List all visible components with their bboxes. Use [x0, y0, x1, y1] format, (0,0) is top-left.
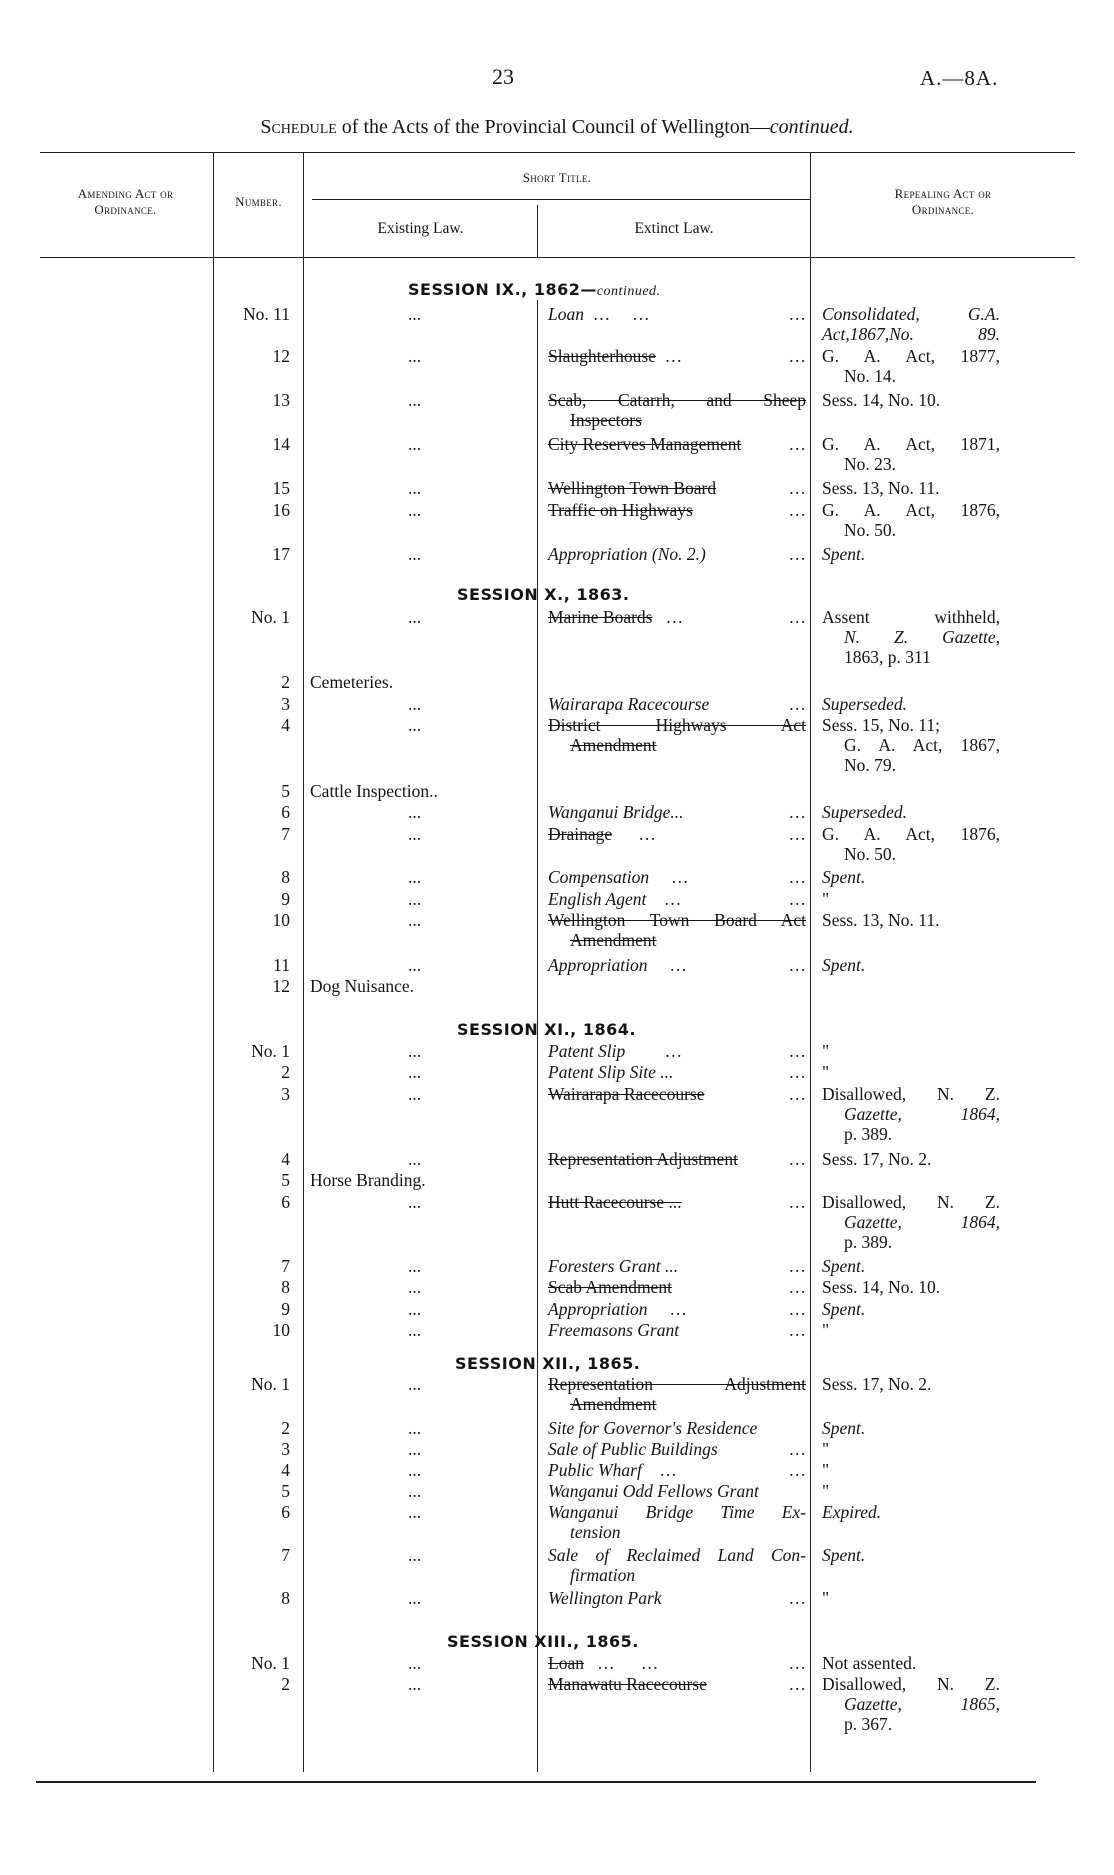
ellipsis: ...: [408, 1502, 422, 1522]
act-number: 4: [281, 1149, 290, 1169]
page-number: 23: [492, 64, 514, 89]
repealing-act: Sess. 14, No. 10.: [822, 1277, 941, 1297]
repealing-act: Assent withheld, N. Z. Gazette, 1863, p. 311: [822, 607, 1000, 667]
repealing-act: Sess. 13, No. 11.: [822, 910, 940, 930]
ellipsis: ...: [408, 867, 422, 887]
repealing-act: ": [822, 1320, 830, 1340]
ellipsis: ...: [408, 1277, 422, 1297]
ellipsis: ...: [408, 1418, 422, 1438]
act-number: 7: [281, 824, 290, 844]
repealing-act: Consolidated, G.A. Act,1867,No. 89.: [822, 304, 1000, 344]
repealing-act: Spent.: [822, 1418, 866, 1438]
extinct-law: Patent Slip … …: [548, 1041, 806, 1061]
act-number: 13: [272, 390, 290, 410]
act-number: 2: [281, 1062, 290, 1082]
ellipsis: ...: [408, 1588, 422, 1608]
act-number: 2: [281, 672, 290, 692]
ellipsis: ...: [408, 1481, 422, 1501]
act-number: 9: [281, 1299, 290, 1319]
repealing-act: ": [822, 1041, 830, 1061]
repealing-act: ": [822, 1439, 830, 1459]
act-number: 8: [281, 1588, 290, 1608]
ellipsis: ...: [408, 1299, 422, 1319]
repealing-act: G. A. Act, 1871, No. 23.: [822, 434, 1000, 474]
repealing-act: ": [822, 1588, 830, 1608]
extinct-law: Wanganui Odd Fellows Grant: [548, 1481, 759, 1501]
act-number: 10: [272, 1320, 290, 1340]
ellipsis: ...: [408, 715, 422, 735]
extinct-law: Wellington Town Board …: [548, 478, 806, 498]
header-existing-law: Existing Law.: [377, 220, 464, 237]
table-bottom-rule: [36, 1781, 1036, 1783]
act-number: 2: [281, 1418, 290, 1438]
header-bottom-rule: [40, 257, 1075, 258]
extinct-law: Wellington Park …: [548, 1588, 806, 1608]
extinct-law: Freemasons Grant …: [548, 1320, 806, 1340]
act-number: 8: [281, 1277, 290, 1297]
extinct-law: Representation Adjustment …: [548, 1149, 806, 1169]
session-heading: SESSION XIII., 1865.: [447, 1632, 639, 1651]
ellipsis: ...: [408, 889, 422, 909]
ellipsis: ...: [408, 544, 422, 564]
repealing-act: G. A. Act, 1876, No. 50.: [822, 500, 1000, 540]
repealing-act: Not assented.: [822, 1653, 917, 1673]
schedule-title: [0, 116, 1114, 139]
act-number: No. 1: [251, 1374, 290, 1394]
act-number: 4: [281, 1460, 290, 1480]
ellipsis: ...: [408, 1084, 422, 1104]
extinct-law: Appropriation … …: [548, 1299, 806, 1319]
act-number: No. 1: [251, 1041, 290, 1061]
extinct-law: Site for Governor's Residence: [548, 1418, 758, 1438]
act-number: 7: [281, 1256, 290, 1276]
repealing-act: Sess. 17, No. 2.: [822, 1149, 932, 1169]
extinct-law: Foresters Grant ... …: [548, 1256, 806, 1276]
extinct-law: Patent Slip Site ... …: [548, 1062, 806, 1082]
header-short-title: Short Title.: [522, 170, 592, 185]
ellipsis: ...: [408, 346, 422, 366]
extinct-law: District Highways Act Amendment: [548, 715, 806, 755]
extinct-law: Scab, Catarrh, and Sheep Inspectors: [548, 390, 806, 430]
header-amending: Amending Act or Ordinance.: [77, 186, 174, 217]
act-number: 5: [281, 781, 290, 801]
ellipsis: ...: [408, 607, 422, 627]
repealing-act: Sess. 17, No. 2.: [822, 1374, 932, 1394]
extinct-law: Loan … … …: [548, 304, 806, 324]
extinct-law: English Agent … …: [548, 889, 806, 909]
ellipsis: ...: [408, 1062, 422, 1082]
act-number: 10: [272, 910, 290, 930]
act-number: 3: [281, 1439, 290, 1459]
header-repealing: Repealing Act or Ordinance.: [894, 186, 992, 217]
repealing-act: Sess. 13, No. 11.: [822, 478, 940, 498]
act-number: 8: [281, 867, 290, 887]
repealing-act: ": [822, 1062, 830, 1082]
extinct-law: Sale of Reclaimed Land Con- firmation: [548, 1545, 806, 1585]
extinct-law: Wellington Town Board Act Amendment: [548, 910, 806, 950]
extinct-law: Representation Adjustment Amendment: [548, 1374, 806, 1414]
table-top-rule: [40, 152, 1075, 153]
ellipsis: ...: [408, 1545, 422, 1565]
extinct-law: Hutt Racecourse ... …: [548, 1192, 806, 1212]
repealing-act: Spent.: [822, 955, 866, 975]
extinct-law: Appropriation (No. 2.) …: [548, 544, 806, 564]
extinct-law: Sale of Public Buildings …: [548, 1439, 806, 1459]
repealing-act: Disallowed, N. Z. Gazette, 1865, p. 367.: [822, 1674, 1000, 1734]
ellipsis: ...: [408, 910, 422, 930]
repealing-act: Spent.: [822, 1256, 866, 1276]
repealing-act: Spent.: [822, 544, 866, 564]
extinct-law: Scab Amendment …: [548, 1277, 806, 1297]
header-extinct-law: Extinct Law.: [634, 220, 714, 237]
title-main: of the Acts of the Provincial Council of Wellington—: [336, 116, 770, 138]
act-number: 15: [272, 478, 290, 498]
repealing-act: Disallowed, N. Z. Gazette, 1864, p. 389.: [822, 1084, 1000, 1144]
extinct-law: Manawatu Racecourse …: [548, 1674, 806, 1694]
repealing-act: ": [822, 1460, 830, 1480]
act-number: 6: [281, 1502, 290, 1522]
extinct-law: Marine Boards … …: [548, 607, 806, 627]
extinct-law: Wanganui Bridge... …: [548, 802, 806, 822]
short-title-rule: [312, 199, 810, 200]
ellipsis: ...: [408, 955, 422, 975]
extinct-law: Wairarapa Racecourse …: [548, 1084, 806, 1104]
act-number: 4: [281, 715, 290, 735]
ellipsis: ...: [408, 1374, 422, 1394]
ellipsis: ...: [408, 824, 422, 844]
ellipsis: ...: [408, 1320, 422, 1340]
repealing-act: Expired.: [822, 1502, 882, 1522]
repealing-act: Sess. 14, No. 10.: [822, 390, 941, 410]
act-number: 6: [281, 1192, 290, 1212]
header-number: Number.: [235, 194, 282, 209]
extinct-law: Compensation … …: [548, 867, 806, 887]
repealing-act: Spent.: [822, 867, 866, 887]
repealing-act: ": [822, 1481, 830, 1501]
act-number: 5: [281, 1481, 290, 1501]
extinct-law: Traffic on Highways …: [548, 500, 806, 520]
act-number: 14: [272, 434, 290, 454]
ellipsis: ...: [408, 1460, 422, 1480]
act-number: 17: [272, 544, 290, 564]
extinct-law: Loan … … …: [548, 1653, 806, 1673]
extinct-law: Public Wharf … …: [548, 1460, 806, 1480]
ellipsis: ...: [408, 478, 422, 498]
ellipsis: ...: [408, 1439, 422, 1459]
ellipsis: ...: [408, 1256, 422, 1276]
act-number: No. 11: [243, 304, 290, 324]
existing-law: Horse Branding.: [310, 1170, 426, 1190]
repealing-act: Disallowed, N. Z. Gazette, 1864, p. 389.: [822, 1192, 1000, 1252]
extinct-law: Wanganui Bridge Time Ex- tension: [548, 1502, 806, 1542]
col-divider-1: [213, 152, 214, 1772]
act-number: 2: [281, 1674, 290, 1694]
ellipsis: ...: [408, 802, 422, 822]
existing-law: Dog Nuisance.: [310, 976, 415, 996]
document-code: A.—8A.: [920, 66, 999, 90]
act-number: 5: [281, 1170, 290, 1190]
repealing-act: ": [822, 889, 830, 909]
extinct-law: Slaughterhouse … …: [548, 346, 806, 366]
ellipsis: ...: [408, 1192, 422, 1212]
ellipsis: ...: [408, 304, 422, 324]
act-number: 12: [272, 346, 290, 366]
session-heading: SESSION XI., 1864.: [457, 1020, 636, 1039]
col-divider-4: [810, 152, 811, 1772]
repealing-act: Spent.: [822, 1299, 866, 1319]
ellipsis: ...: [408, 390, 422, 410]
act-number: 9: [281, 889, 290, 909]
ellipsis: ...: [408, 434, 422, 454]
act-number: 11: [273, 955, 290, 975]
act-number: 16: [272, 500, 290, 520]
ellipsis: ...: [408, 1653, 422, 1673]
repealing-act: Superseded.: [822, 694, 908, 714]
session-heading: SESSION XII., 1865.: [455, 1354, 641, 1373]
title-smallcaps: Schedule: [260, 116, 337, 138]
ellipsis: ...: [408, 500, 422, 520]
ellipsis: ...: [408, 694, 422, 714]
act-number: 3: [281, 1084, 290, 1104]
existing-law: Cemeteries.: [310, 672, 394, 692]
session-heading: SESSION IX., 1862—continued.: [408, 280, 661, 299]
act-number: 3: [281, 694, 290, 714]
repealing-act: G. A. Act, 1876, No. 50.: [822, 824, 1000, 864]
title-italic: continued.: [769, 116, 854, 138]
ellipsis: ...: [408, 1674, 422, 1694]
act-number: 7: [281, 1545, 290, 1565]
repealing-act: Superseded.: [822, 802, 908, 822]
act-number: 12: [272, 976, 290, 996]
extinct-law: Appropriation … …: [548, 955, 806, 975]
session-heading: SESSION X., 1863.: [457, 585, 630, 604]
extinct-law: Wairarapa Racecourse …: [548, 694, 806, 714]
existing-law: Cattle Inspection..: [310, 781, 438, 801]
act-number: No. 1: [251, 1653, 290, 1673]
act-number: No. 1: [251, 607, 290, 627]
ellipsis: ...: [408, 1149, 422, 1169]
extinct-law: City Reserves Management …: [548, 434, 806, 454]
repealing-act: Sess. 15, No. 11; G. A. Act, 1867, No. 79.: [822, 715, 1000, 775]
repealing-act: Spent.: [822, 1545, 866, 1565]
ellipsis: ...: [408, 1041, 422, 1061]
act-number: 6: [281, 802, 290, 822]
repealing-act: G. A. Act, 1877, No. 14.: [822, 346, 1000, 386]
extinct-law: Drainage … …: [548, 824, 806, 844]
col-divider-2: [303, 152, 304, 1772]
